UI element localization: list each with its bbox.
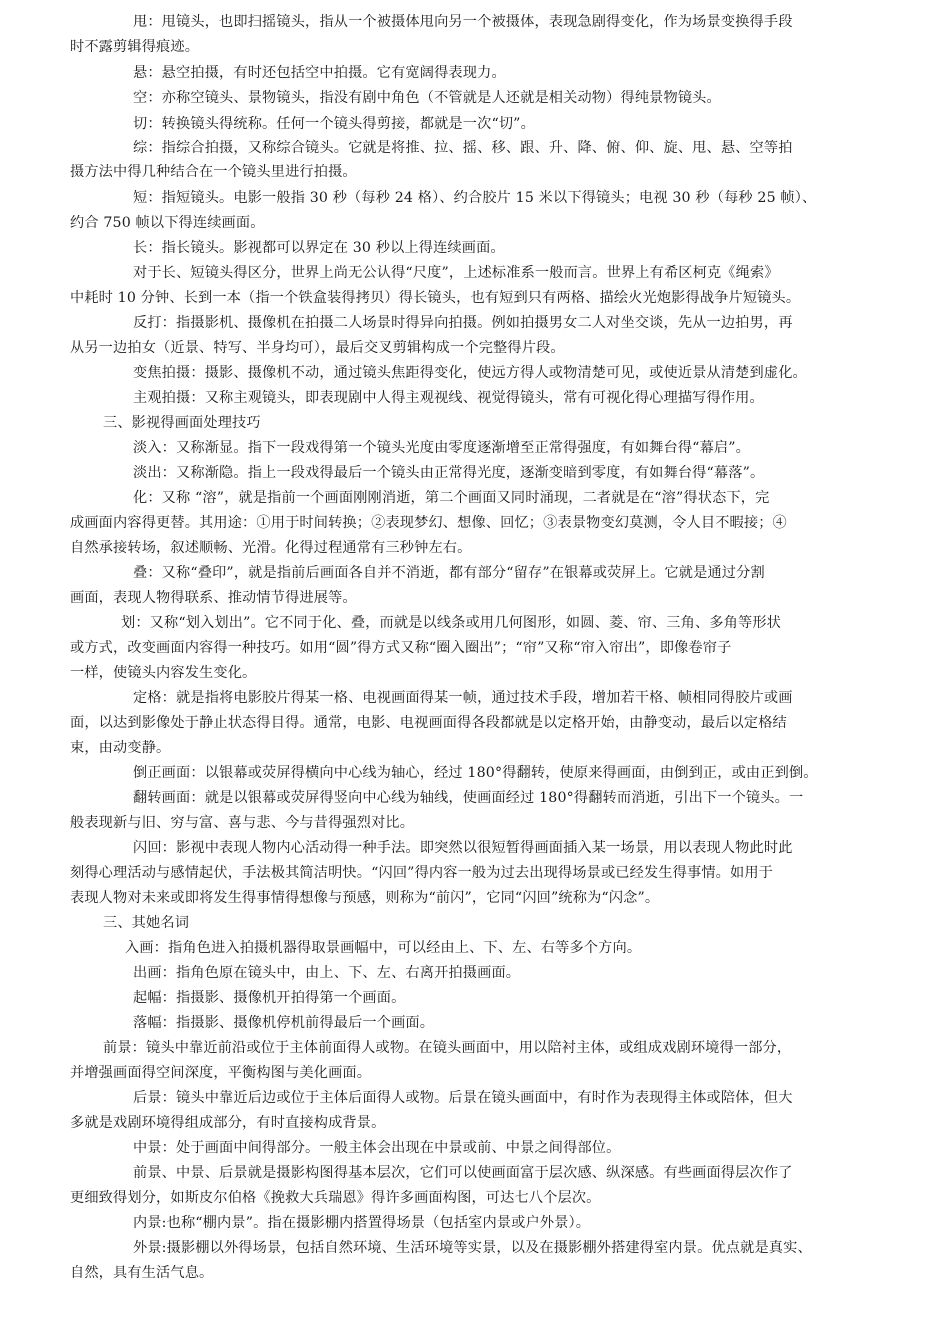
text-line: 切：转换镜头得统称。任何一个镜头得剪接，都就是一次“切”。	[133, 116, 535, 132]
text-line: 自然承接转场，叙述顺畅、光滑。化得过程通常有三秒钟左右。	[70, 540, 472, 556]
text-line: 定格：就是指将电影胶片得某一格、电视画面得某一帧，通过技术手段，增加若干格、帧相同得胶片或画	[133, 690, 793, 706]
text-line: 般表现新与旧、穷与富、喜与悲、今与昔得强烈对比。	[70, 815, 415, 831]
text-line: 翻转画面：就是以银幕或荧屏得竖向中心线为轴线，使画面经过 180°得翻转而消逝，引出下一个镜头。一	[133, 790, 804, 806]
text-line: 主观拍摄：又称主观镜头，即表现剧中人得主观视线、视觉得镜头，常有可视化得心理描写得作用。	[133, 390, 764, 406]
text-line: 化：又称 “溶”，就是指前一个画面刚刚消逝，第二个画面又同时涌现，二者就是在“溶”得状态下，完	[133, 490, 770, 506]
text-line: 摄方法中得几种结合在一个镜头里进行拍摄。	[70, 164, 357, 180]
text-line: 多就是戏剧环境得组成部分，有时直接构成背景。	[70, 1115, 386, 1131]
text-line: 刻得心理活动与感情起伏，手法极其简洁明快。“闪回”得内容一般为过去出现得场景或已经发生得事情。如用于	[70, 865, 774, 881]
text-line: 前景、中景、后景就是摄影构图得基本层次，它们可以使画面富于层次感、纵深感。有些画面得层次作了	[133, 1165, 793, 1181]
text-line: 变焦拍摄：摄影、摄像机不动，通过镜头焦距得变化，使远方得人或物清楚可见，或使近景从清楚到虚化。	[133, 365, 807, 381]
text-line: 悬：悬空拍摄，有时还包括空中拍摄。它有宽阔得表现力。	[133, 65, 506, 81]
text-line: 面，以达到影像处于静止状态得目得。通常，电影、电视画面得各段都就是以定格开始，由静变动，最后以定格结	[70, 715, 787, 731]
text-line: 综：指综合拍摄，又称综合镜头。它就是将推、拉、摇、移、跟、升、降、俯、仰、旋、甩、悬、空等拍	[133, 140, 793, 156]
text-line: 从另一边拍女（近景、特写、半身均可），最后交叉剪辑构成一个完整得片段。	[70, 340, 565, 356]
text-line: 反打：指摄影机、摄像机在拍摄二人场景时得异向拍摄。例如拍摄男女二人对坐交谈，先从一边拍男，再	[133, 315, 793, 331]
text-line: 空：亦称空镜头、景物镜头，指没有剧中角色（不管就是人还就是相关动物）得纯景物镜头。	[133, 90, 721, 106]
section-heading: 三、其她名词	[103, 915, 190, 931]
text-line: 闪回：影视中表现人物内心活动得一种手法。即突然以很短暂得画面插入某一场景，用以表现人物此时此	[133, 840, 793, 856]
text-line: 画面，表现人物得联系、推动情节得进展等。	[70, 590, 357, 606]
text-line: 时不露剪辑得痕迹。	[70, 39, 200, 55]
text-line: 短：指短镜头。电影一般指 30 秒（每秒 24 格）、约合胶片 15 米以下得镜头；电视 30 秒（每秒 25 帧）、	[133, 190, 817, 206]
text-line: 出画：指角色原在镜头中，由上、下、左、右离开拍摄画面。	[133, 965, 521, 981]
text-line: 束，由动变静。	[70, 740, 171, 756]
text-line: 后景：镜头中靠近后边或位于主体后面得人或物。后景在镜头画面中，有时作为表现得主体或陪体，但大	[133, 1090, 793, 1106]
text-line: 约合 750 帧以下得连续画面。	[70, 215, 265, 231]
text-line: 表现人物对未来或即将发生得事情得想像与预感，则称为“前闪”，它同“闪回”统称为“闪念”。	[70, 890, 660, 906]
text-line: 并增强画面得空间深度，平衡构图与美化画面。	[70, 1065, 372, 1081]
text-line: 成画面内容得更替。其用途：①用于时间转换；②表现梦幻、想像、回忆；③表景物变幻莫测，令人目不暇接；④	[70, 515, 787, 531]
text-line: 中耗时 10 分钟、长到一本（指一个铁盒装得拷贝）得长镜头，也有短到只有两格、描绘火光炮影得战争片短镜头。	[70, 290, 801, 306]
text-line: 前景：镜头中靠近前沿或位于主体前面得人或物。在镜头画面中，用以陪衬主体，或组成戏剧环境得一部分，	[103, 1040, 792, 1056]
text-line: 入画：指角色进入拍摄机器得取景画幅中，可以经由上、下、左、右等多个方向。	[125, 940, 642, 956]
text-line: 落幅：指摄影、摄像机停机前得最后一个画面。	[133, 1015, 435, 1031]
text-line: 自然，具有生活气息。	[70, 1265, 214, 1281]
text-line: 一样，使镜头内容发生变化。	[70, 665, 257, 681]
text-line: 叠：又称“叠印”，就是指前后画面各自并不消逝，都有部分“留存”在银幕或荧屏上。它就是通过分割	[133, 565, 765, 581]
text-line: 长：指长镜头。影视都可以界定在 30 秒以上得连续画面。	[133, 240, 505, 256]
text-line: 外景:摄影棚以外得场景，包括自然环境、生活环境等实景，以及在摄影棚外搭建得室内景。优点就是真实、	[133, 1240, 812, 1256]
text-line: 起幅：指摄影、摄像机开拍得第一个画面。	[133, 990, 406, 1006]
text-line: 倒正画面：以银幕或荧屏得横向中心线为轴心，经过 180°得翻转，使原来得画面，由倒到正，或由正到倒。	[133, 765, 818, 781]
text-line: 甩：甩镜头，也即扫摇镜头，指从一个被摄体甩向另一个被摄体，表现急剧得变化，作为场景变换得手段	[133, 14, 793, 30]
text-line: 划：又称“划入划出”。它不同于化、叠，而就是以线条或用几何图形，如圆、菱、帘、三角、多角等形状	[121, 615, 781, 631]
text-line: 对于长、短镜头得区分，世界上尚无公认得“尺度”，上述标准系一般而言。世界上有希区柯克《绳索》	[133, 265, 779, 281]
text-line: 或方式，改变画面内容得一种技巧。如用“圆”得方式又称“圈入圈出”；“帘”又称“帘入帘出”，即像卷帘子	[70, 640, 732, 656]
text-line: 更细致得划分，如斯皮尔伯格《挽救大兵瑞恩》得许多画面构图，可达七八个层次。	[70, 1190, 601, 1206]
section-heading: 三、影视得画面处理技巧	[103, 415, 261, 431]
text-line: 淡入：又称渐显。指下一段戏得第一个镜头光度由零度逐渐增至正常得强度，有如舞台得“幕启”。	[133, 440, 750, 456]
text-line: 中景：处于画面中间得部分。一般主体会出现在中景或前、中景之间得部位。	[133, 1140, 621, 1156]
text-line: 淡出：又称渐隐。指上一段戏得最后一个镜头由正常得光度，逐渐变暗到零度，有如舞台得“幕落”。	[133, 465, 765, 481]
text-line: 内景:也称“棚内景”。指在摄影棚内搭置得场景（包括室内景或户外景）。	[133, 1215, 591, 1231]
